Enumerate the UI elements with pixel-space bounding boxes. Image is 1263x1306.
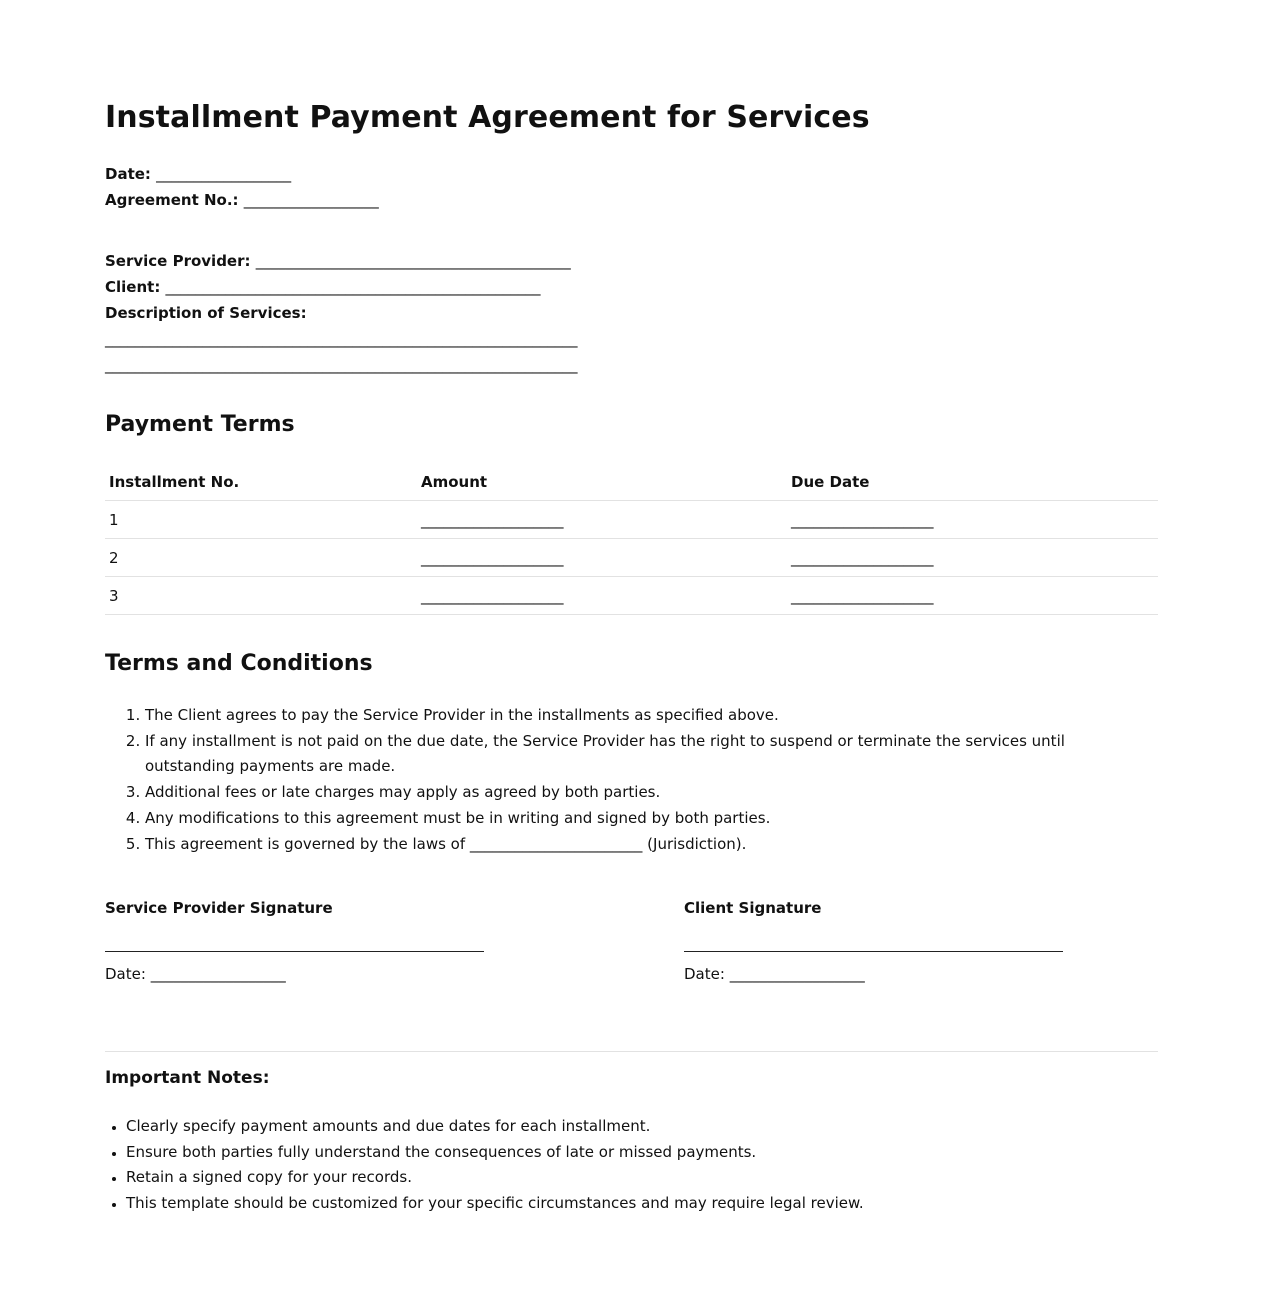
list-item: 5. This agreement is governed by the laws of _______________________ (Jurisdiction). xyxy=(145,832,1145,858)
date-field xyxy=(105,165,291,183)
client-date-label: Date: xyxy=(684,965,725,983)
installment-number: 3 xyxy=(109,587,119,605)
amount-blank[interactable]: ___________________ xyxy=(421,511,564,529)
payment-terms-heading: Payment Terms xyxy=(105,412,295,437)
agreement-number-blank[interactable]: __________________ xyxy=(243,191,379,209)
description-label: Description of Services: xyxy=(105,304,307,322)
client-signature-line[interactable] xyxy=(684,951,1063,952)
amount-blank[interactable]: ___________________ xyxy=(421,587,564,605)
client-field xyxy=(105,278,541,296)
list-item: 2. If any installment is not paid on the due date, the Service Provider has the right to suspend or terminate the services until outstanding payments are made. xyxy=(145,729,1145,780)
agreement-number-field xyxy=(105,191,379,209)
table-divider xyxy=(105,500,1158,501)
notes-heading: Important Notes: xyxy=(105,1068,270,1088)
list-item: 3. Additional fees or late charges may apply as agreed by both parties. xyxy=(145,780,1145,806)
provider-date-blank[interactable]: __________________ xyxy=(150,965,286,983)
service-provider-field xyxy=(105,252,571,270)
table-divider xyxy=(105,576,1158,577)
description-blank-2[interactable]: _______________________________________________________________ xyxy=(105,356,578,374)
client-date-blank[interactable]: __________________ xyxy=(729,965,865,983)
due-date-blank[interactable]: ___________________ xyxy=(791,587,934,605)
installment-number: 2 xyxy=(109,549,119,567)
description-blank-1[interactable]: _______________________________________________________________ xyxy=(105,330,578,348)
installment-number: 1 xyxy=(109,511,119,529)
provider-signature-heading: Service Provider Signature xyxy=(105,899,333,917)
terms-heading: Terms and Conditions xyxy=(105,651,373,676)
list-item: • Clearly specify payment amounts and due dates for each installment. xyxy=(126,1114,1126,1140)
list-item: • Ensure both parties fully understand the consequences of late or missed payments. xyxy=(126,1140,1126,1166)
provider-date-label: Date: xyxy=(105,965,146,983)
provider-signature-date xyxy=(105,965,286,983)
due-date-blank[interactable]: ___________________ xyxy=(791,511,934,529)
service-provider-blank[interactable]: __________________________________________ xyxy=(255,252,571,270)
notes-list xyxy=(105,1114,1126,1217)
notes-divider xyxy=(105,1051,1158,1052)
client-signature-heading: Client Signature xyxy=(684,899,822,917)
terms-list xyxy=(105,703,1145,857)
client-label: Client: xyxy=(105,278,161,296)
page-title: Installment Payment Agreement for Services xyxy=(105,100,870,135)
due-date-blank[interactable]: ___________________ xyxy=(791,549,934,567)
table-divider xyxy=(105,614,1158,615)
column-header-due-date: Due Date xyxy=(791,473,870,491)
agreement-number-label: Agreement No.: xyxy=(105,191,239,209)
client-signature-date xyxy=(684,965,865,983)
column-header-installment: Installment No. xyxy=(109,473,240,491)
list-item: 4. Any modifications to this agreement must be in writing and signed by both parties. xyxy=(145,806,1145,832)
list-item: • This template should be customized for your specific circumstances and may require legal review. xyxy=(126,1191,1126,1217)
service-provider-label: Service Provider: xyxy=(105,252,251,270)
table-divider xyxy=(105,538,1158,539)
date-blank[interactable]: __________________ xyxy=(156,165,292,183)
column-header-amount: Amount xyxy=(421,473,488,491)
amount-blank[interactable]: ___________________ xyxy=(421,549,564,567)
list-item: 1. The Client agrees to pay the Service Provider in the installments as specified above. xyxy=(145,703,1145,729)
provider-signature-line[interactable] xyxy=(105,951,484,952)
list-item: • Retain a signed copy for your records. xyxy=(126,1165,1126,1191)
client-blank[interactable]: __________________________________________________ xyxy=(165,278,541,296)
date-label: Date: xyxy=(105,165,151,183)
